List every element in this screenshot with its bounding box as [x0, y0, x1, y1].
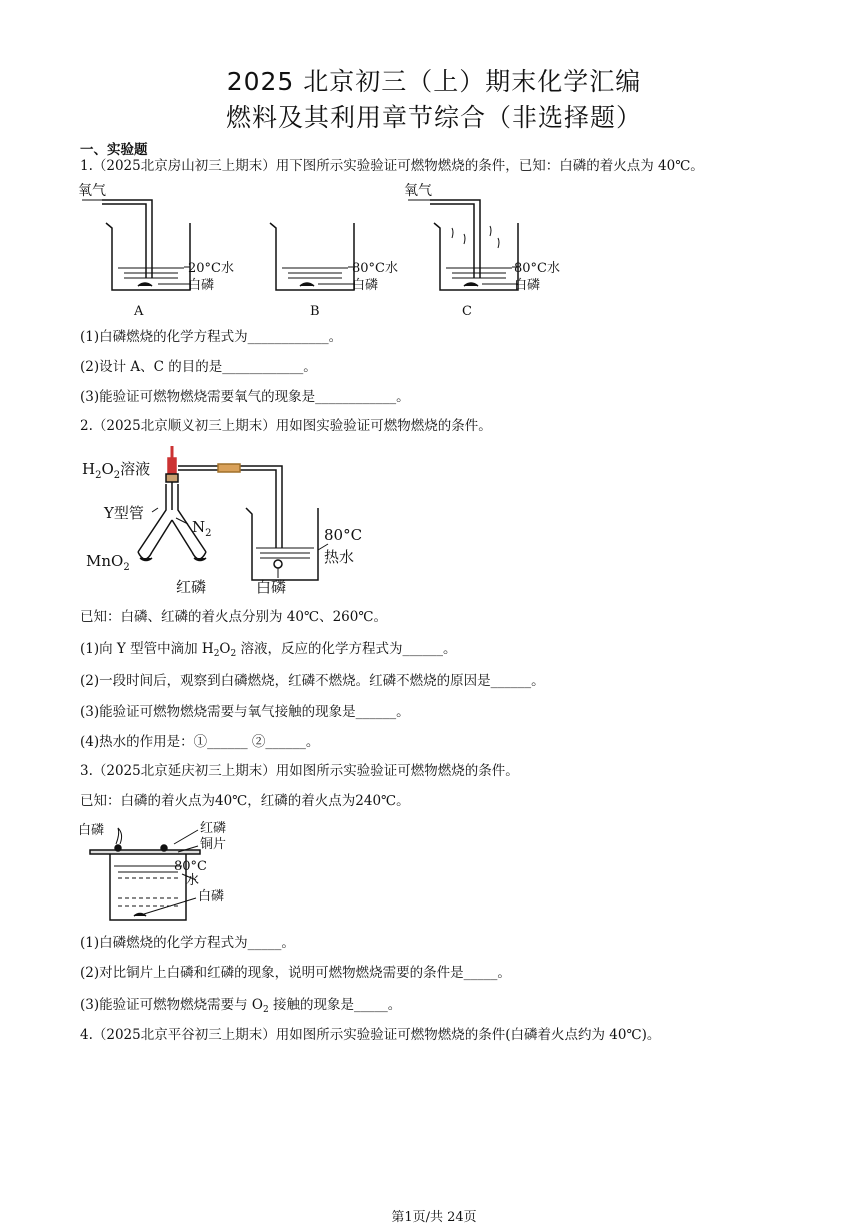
- q2-part3: (3)能验证可燃物燃烧需要与氧气接触的现象是______。: [80, 704, 410, 720]
- q1-phos-label-a: 白磷: [188, 278, 215, 293]
- q2-figure: [78, 440, 378, 600]
- q2-part2: (2)一段时间后，观察到白磷燃烧，红磷不燃烧。红磷不燃烧的原因是______。: [80, 673, 545, 689]
- q2-mno2-label: MnO$_2$: [86, 552, 130, 573]
- q1-figure: [78, 178, 598, 318]
- q1-phos-label-c: 白磷: [514, 278, 541, 293]
- q1-water-label-a: 20°C水: [188, 261, 234, 276]
- q2-redp-label: 红磷: [176, 578, 207, 596]
- q1-caption-b: B: [310, 304, 320, 318]
- q1-oxygen-label-c: 氧气: [404, 183, 432, 199]
- q1-caption-a: A: [134, 304, 144, 318]
- q1-caption-c: C: [462, 304, 472, 318]
- q1-oxygen-label-a: 氧气: [78, 183, 106, 199]
- q1-phos-label-b: 白磷: [352, 278, 379, 293]
- beaker-c: [408, 200, 518, 290]
- q1-water-label-b: 80°C水: [352, 261, 398, 276]
- q3-temp-label: 80°C: [174, 859, 207, 874]
- q3-water-label: 水: [186, 873, 200, 888]
- q2-hotwater-label: 热水: [324, 548, 355, 566]
- q1-part3: (3)能验证可燃物燃烧需要氧气的现象是____________。: [80, 389, 410, 405]
- q2-n2-label: $N_2$: [192, 518, 212, 539]
- page-title: 2025 北京初三（上）期末化学汇编: [226, 67, 642, 96]
- q3-stem: 3.（2025北京延庆初三上期末）用如图所示实验验证可燃物燃烧的条件。: [80, 763, 519, 779]
- q3-part2: (2)对比铜片上白磷和红磷的现象，说明可燃物燃烧需要的条件是_____。: [80, 965, 511, 981]
- q3-whitep-bottom-label: 白磷: [198, 889, 225, 904]
- q2-part4: (4)热水的作用是：①______ ②______。: [80, 734, 320, 750]
- q3-known: 已知：白磷的着火点为40℃，红磷的着火点为240℃。: [80, 793, 410, 809]
- q2-stem: 2.（2025北京顺义初三上期末）用如图实验验证可燃物燃烧的条件。: [80, 418, 492, 434]
- q2-known: 已知：白磷、红磷的着火点分别为 40℃、260℃。: [80, 609, 387, 625]
- q2-ytube-label: Y型管: [104, 504, 144, 522]
- q3-copper-label: 铜片: [200, 837, 227, 852]
- q2-temp-label: 80°C: [324, 526, 363, 544]
- q3-figure: [78, 816, 258, 926]
- beaker-b: [270, 223, 354, 290]
- q2-h2o2-label: $H_2O_2$溶液: [82, 460, 151, 481]
- q3-part3: (3)能验证可燃物燃烧需要与 $O_2$ 接触的现象是_____。: [80, 997, 402, 1015]
- q3-whitep-top-label: 白磷: [78, 823, 105, 838]
- q1-water-label-c: 80°C水: [514, 261, 560, 276]
- page-subtitle: 燃料及其利用章节综合（非选择题）: [225, 103, 642, 132]
- q3-redp-label: 红磷: [200, 821, 227, 836]
- q1-part1: (1)白磷燃烧的化学方程式为____________。: [80, 329, 343, 345]
- beaker-a: [82, 200, 190, 290]
- q1-part2: (2)设计 A、C 的目的是____________。: [80, 359, 317, 375]
- q4-stem: 4.（2025北京平谷初三上期末）用如图所示实验验证可燃物燃烧的条件(白磷着火点约为 40℃)。: [80, 1027, 661, 1043]
- q3-part1: (1)白磷燃烧的化学方程式为_____。: [80, 935, 295, 951]
- q1-stem: 1.（2025北京房山初三上期末）用下图所示实验验证可燃物燃烧的条件，已知：白磷的着火点为 40℃。: [80, 158, 704, 174]
- page-footer: 第1页/共 24页: [391, 1210, 477, 1225]
- section-heading: 一、实验题: [80, 142, 148, 158]
- q2-whitep-label: 白磷: [256, 578, 287, 596]
- q2-part1: (1)向 Y 型管中滴加 $H_2O_2$ 溶液，反应的化学方程式为______。: [80, 641, 457, 659]
